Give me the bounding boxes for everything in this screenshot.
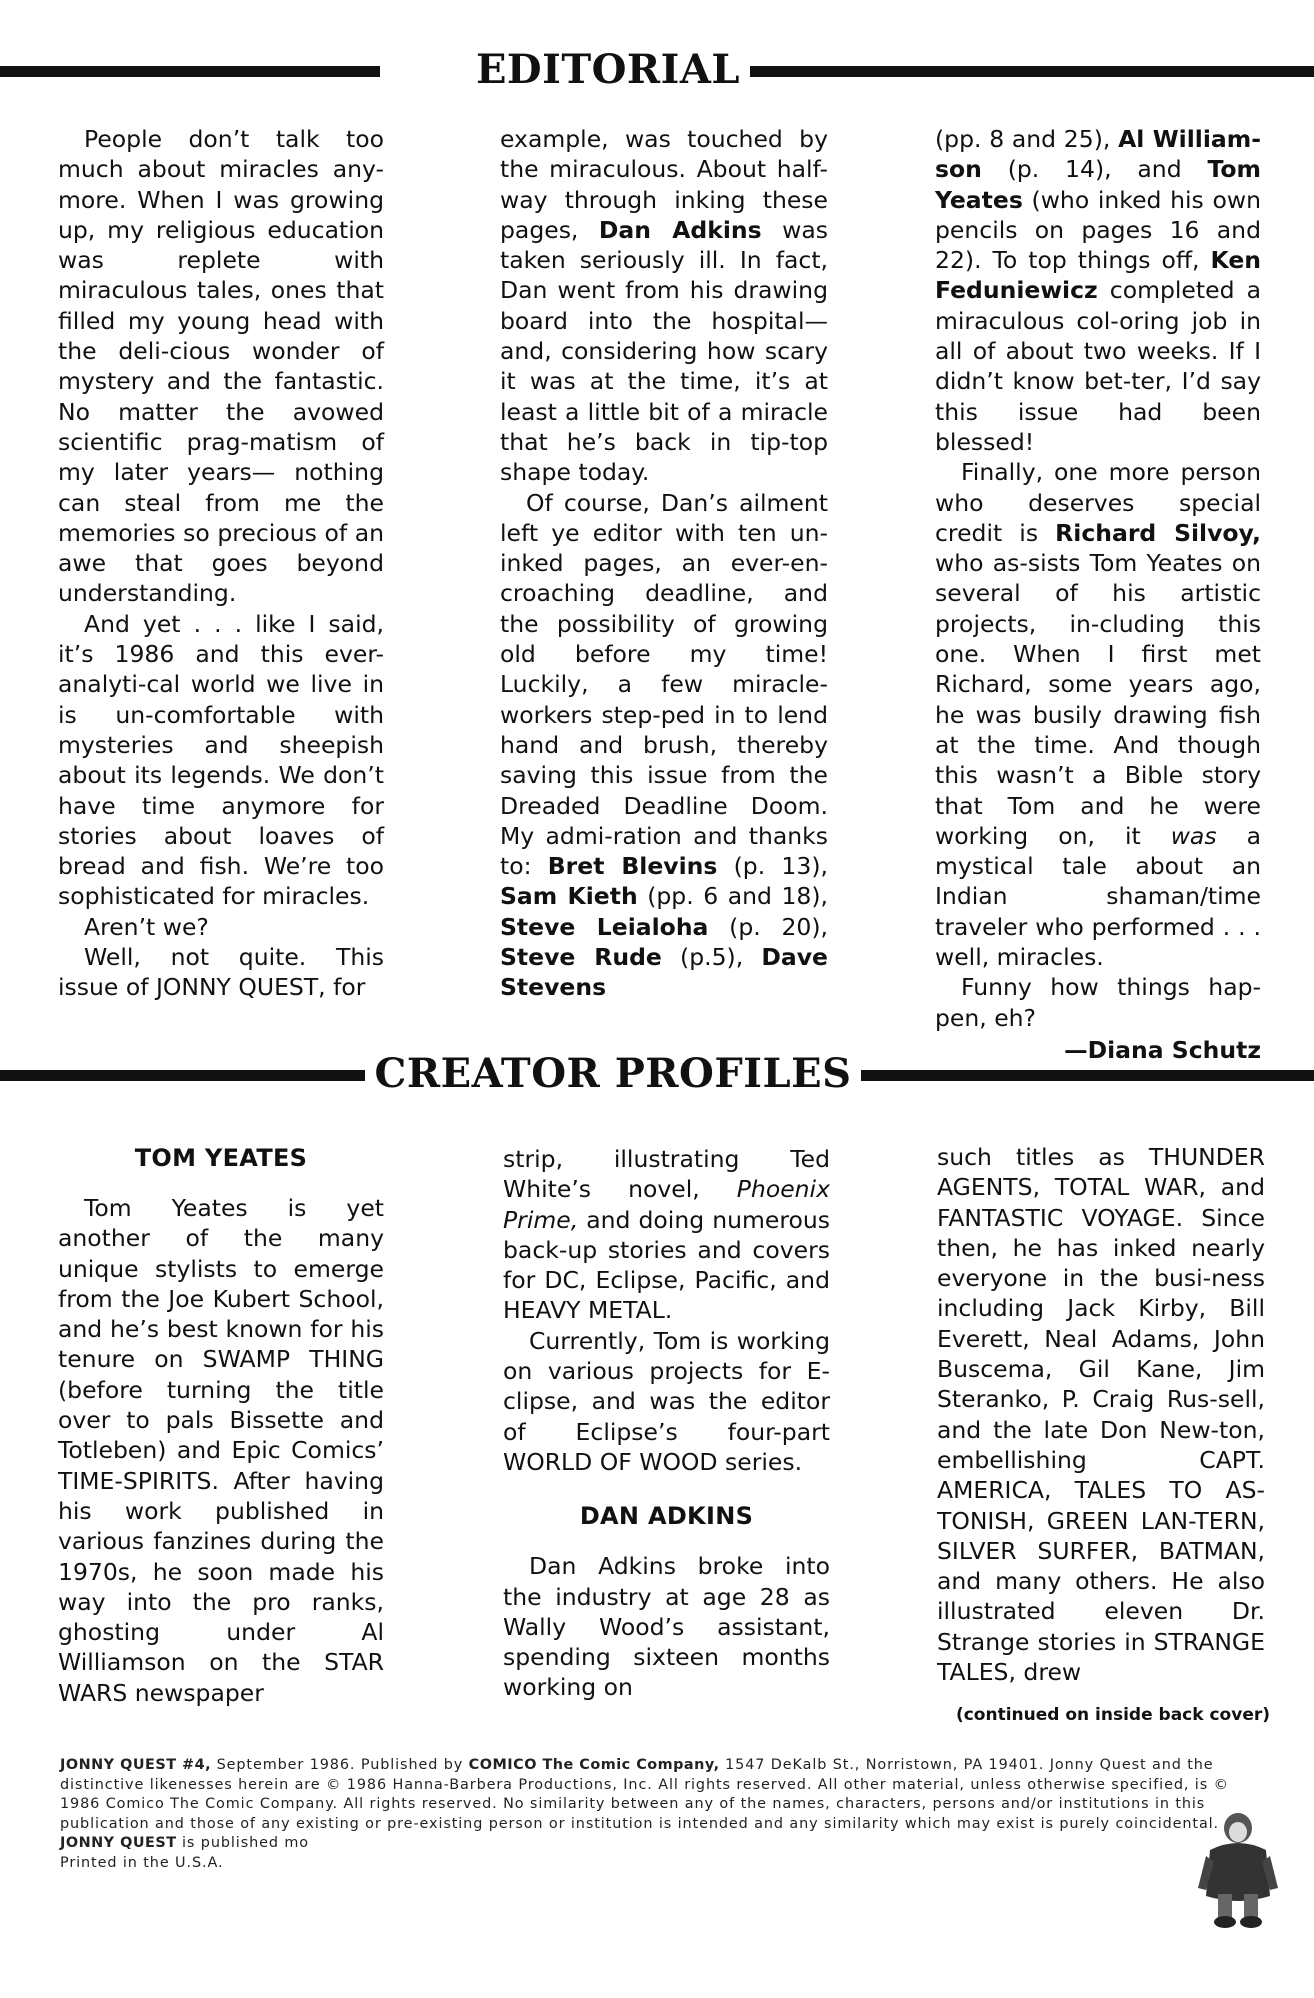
editorial-heading: EDITORIAL bbox=[0, 42, 1314, 98]
indicia: JONNY QUEST #4, September 1986. Published by COMICO The Comic Company, 1547 DeKalb St., Norristown, PA 19401. Jonny Quest and the distinctive likenesses herein are © 1986 Hanna-Barbera Productions, Inc. All rights reserved. All other material, unless otherwise specified, is © 1986 Comico The Comic Company. All rights reserved. No similarity between any of the names, characters, persons and/or institutions in this publication and those of any existing or pre-existing person or institution is intended and any similarity which may exist is purely coincidental. JONNY QUEST is published mo Printed in the U.S.A. bbox=[60, 1757, 1229, 1871]
paragraph: Funny how things hap-pen, eh? bbox=[935, 973, 1261, 1032]
paragraph: Aren’t we? bbox=[84, 912, 209, 941]
creator-profiles-banner bbox=[0, 1046, 1314, 1106]
profiles-column-2 bbox=[503, 1144, 830, 1703]
editorial-column-3 bbox=[935, 124, 1261, 1065]
profiles-column-3 bbox=[937, 1142, 1265, 1687]
continued-note: (continued on inside back cover) bbox=[955, 1705, 1270, 1725]
credit-name: Dan Adkins bbox=[598, 215, 762, 244]
profile-name-tom-yeates: TOM YEATES bbox=[134, 1144, 308, 1172]
creator-profiles-heading: CREATOR PROFILES bbox=[0, 1046, 1314, 1102]
paragraph: (pp. 8 and 25), Al William-son (p. 14), and Tom Yeates (who inked his own pencils on pages 16 and 22). To top things off, Ken Feduniewicz completed a miraculous col-oring job in all of about two weeks. If I didn’t know bet-ter, I’d say this issue had been blessed! bbox=[935, 125, 1261, 456]
paragraph: example, was touched by the miraculous. About half-way through inking these pages, Dan Adkins was taken seriously ill. In fact, Dan went from his drawing board into the hospital— and, considering how scary it was at the time, it’s at least a little bit of a miracle that he’s back in tip-top shape today. bbox=[500, 125, 828, 487]
paragraph: Finally, one more person who deserves special credit is Richard Silvoy, who as-sists Tom Yeates on several of his artistic projects, in-cluding this one. When I first met Richard, some years ago, he was busily drawing fish at the time. And though this wasn’t a Bible story that Tom and he were working on, it was a mystical tale about an Indian shaman/time traveler who performed . . . well, miracles. bbox=[935, 458, 1261, 972]
paragraph: And yet . . . like I said, it’s 1986 and this ever-analyti-cal world we live in is un-comfortable with mysteries and sheepish about its legends. We don’t have time anymore for stories about loaves of bread and fish. We’re too sophisticated for miracles. bbox=[58, 609, 384, 911]
editorial-column-2 bbox=[500, 124, 828, 1003]
paragraph: Currently, Tom is working on various projects for E-clipse, and was the editor of Eclipse’s four-part WORLD OF WOOD series. bbox=[503, 1326, 830, 1476]
signature: —Diana Schutz bbox=[1064, 1035, 1261, 1064]
character-figure-illustration bbox=[1196, 1810, 1280, 1930]
paragraph: Well, not quite. This issue of JONNY QUEST, for bbox=[58, 943, 384, 1002]
profiles-column-1 bbox=[58, 1141, 384, 1708]
paragraph: Tom Yeates is yet another of the many unique stylists to emerge from the Joe Kubert School, and he’s best known for his tenure on SWAMP THING (before turning the title over to pals Bissette and Totleben) and Epic Comics’ TIME-SPIRITS. After having his work published in various fanzines during the 1970s, he soon made his way into the pro ranks, ghosting under Al Williamson on the STAR WARS newspaper bbox=[58, 1194, 384, 1707]
editorial-banner bbox=[0, 42, 1314, 102]
profile-name-dan-adkins: DAN ADKINS bbox=[579, 1502, 754, 1531]
paragraph: strip, illustrating Ted White’s novel, Phoenix Prime, and doing numerous back-up stories and covers for DC, Eclipse, Pacific, and HEAVY METAL. bbox=[503, 1145, 830, 1325]
paragraph: People don’t talk too much about miracles any-more. When I was growing up, my religious education was replete with miraculous tales, ones that filled my young head with the deli-cious wonder of mystery and the fantastic. No matter the avowed scientific prag-matism of my later years— nothing can steal from me the memories so precious of an awe that goes beyond understanding. bbox=[58, 125, 384, 608]
paragraph: Of course, Dan’s ailment left ye editor with ten un-inked pages, an ever-en-croaching deadline, and the possibility of growing old before my time! Luckily, a few miracle-workers step-ped in to lend hand and brush, thereby saving this issue from the Dreaded Deadline Doom. My admi-ration and thanks to: Bret Blevins (p. 13), Sam Kieth (pp. 6 and 18), Steve Leialoha (p. 20), Steve Rude (p.5), Dave Stevens bbox=[500, 488, 828, 1002]
paragraph: Dan Adkins broke into the industry at age 28 as Wally Wood’s assistant, spending sixteen months working on bbox=[503, 1552, 830, 1702]
paragraph: such titles as THUNDER AGENTS, TOTAL WAR, and FANTASTIC VOYAGE. Since then, he has inked nearly everyone in the busi-ness including Jack Kirby, Bill Everett, Neal Adams, John Buscema, Gil Kane, Jim Steranko, P. Craig Rus-sell, and the late Don New-ton, embellishing CAPT. AMERICA, TALES TO AS-TONISH, GREEN LAN-TERN, SILVER SURFER, BATMAN, and many others. He also illustrated eleven Dr. Strange stories in STRANGE TALES, drew bbox=[937, 1143, 1265, 1687]
editorial-column-1 bbox=[58, 124, 384, 1003]
